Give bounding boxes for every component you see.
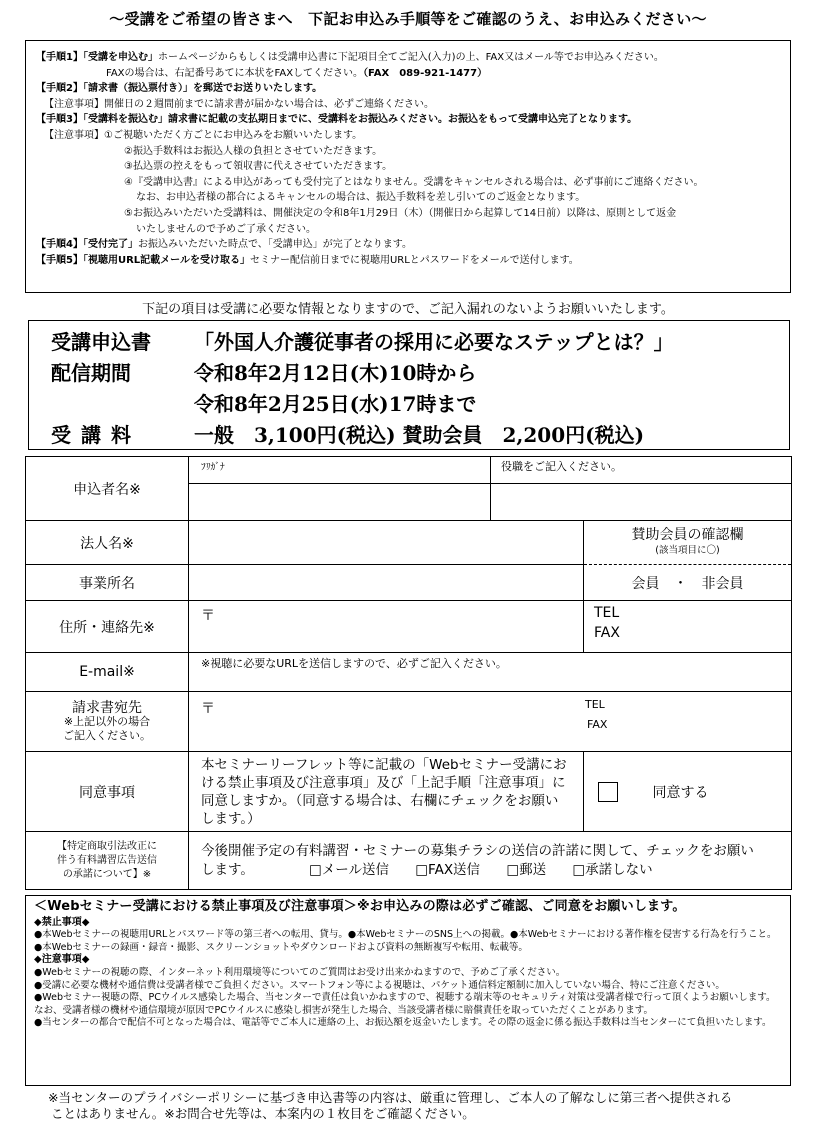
period-start: 令和8年2月12日(木)10時から <box>194 361 477 385</box>
address-label: 住所・連絡先※ <box>26 601 189 653</box>
step2-note: 【注意事項】開催日の２週間前までに請求書が届かない場合は、必ずご連絡ください。 <box>44 98 434 110</box>
billing-label: 請求書宛先 <box>72 699 142 716</box>
consent-agree-label: 同意する <box>652 784 709 801</box>
step3-note1: 【注意事項】①ご視聴いただく方ごとにお申込みをお願いいたします。 <box>44 129 363 141</box>
caution-4: ●当センターの都合で配信不可となった場合は、電話等でご本人に連絡の上、お振込額を返金いたします。その際の返金に係る振込手数料は当センターにて負担いたします。 <box>34 1017 772 1029</box>
fee-label: 受講料 <box>51 423 141 447</box>
caution-3: ●Webセミナー視聴の際、PCウイルス感染した場合、当センターで責任は負いかねますので、視聴する端末等のセキュリティ対策は受講者様で行って頂くようお願いします。なお、受講者様の機材や通信環境が原因でPCウイルスに感染し損害が発生した場合、当該受講者様に賠償責任を取っていただくことがあります。 <box>34 992 776 1016</box>
consent-checkbox[interactable] <box>598 782 618 802</box>
step3-note4b: なお、お申込者様の都合によるキャンセルの場合は、振込手数料を差し引いてのご返金となります。 <box>136 192 586 204</box>
step2-label: 【手順2】「請求書（振込票付き）」を郵送でお送りいたします。 <box>36 83 323 95</box>
cautions-title: ◆注意事項◆ <box>34 954 90 966</box>
billing-field[interactable] <box>189 692 792 752</box>
prohibited-text: ●本Webセミナーの視聴用URLとパスワード等の第三者への転用、貸与。●本WebセミナーのSNS上への掲載。●本Webセミナーにおける著作権を侵害する行為を行うこと。●本Webセミナーの録画・録音・撮影、スクリーンショットやダウンロードおよび資料の無断複写や転用、転載等。 <box>34 929 777 953</box>
application-form <box>25 456 792 890</box>
billing-note1: ※上記以外の場合 <box>63 714 151 728</box>
furigana-label: ﾌﾘｶﾞﾅ <box>201 462 225 473</box>
step1-text: ホームページからもしくは受講申込書に下記項目全てご記入(入力)の上、FAX又はメール等でお申込みください。 <box>157 52 664 63</box>
email-label: E-mail※ <box>26 653 189 692</box>
step1-label: 【手順1】「受講を申込む」 <box>36 52 158 63</box>
ads-opt-post[interactable]: □郵送 <box>506 861 547 878</box>
seminar-title-label: 受講申込書 <box>51 330 151 354</box>
step4-text: お振込みいただいた時点で、「受講申込」が完了となります。 <box>137 239 412 251</box>
step3-note4a: ④『受講申込書』による申込があっても受付完了とはなりません。受講をキャンセルされる場合は、必ず事前にご連絡ください。 <box>124 176 704 188</box>
applicant-label: 申込者名※ <box>26 457 189 521</box>
consent-label: 同意事項 <box>26 752 189 832</box>
consent-text: 本セミナーリーフレット等に記載の「Webセミナー受講における禁止事項及び注意事項」及び「上記手順「注意事項」に同意しますか。（同意する場合は、右欄にチェックをお願いします。） <box>189 752 584 832</box>
ads-opt-fax[interactable]: □FAX送信 <box>415 861 481 878</box>
billing-postal-mark: 〒 <box>201 701 215 717</box>
ads-opt-email[interactable]: □メール送信 <box>309 861 389 878</box>
office-label: 事業所名 <box>26 565 189 601</box>
caution-1: ●Webセミナーの視聴の際、インターネット利用環境等についてのご質問はお受け出来かねますので、予めご了承ください。 <box>34 966 566 978</box>
rules-heading: ＜Webセミナー受講における禁止事項及び注意事項＞※お申込みの際は必ずご確認、ご同意をお願いします。 <box>34 899 686 914</box>
ads-label-line1: 【特定商取引法改正に <box>57 840 157 852</box>
fill-notice: 下記の項目は受講に必要な情報となりますので、ご記入漏れのないようお願いいたします。 <box>142 302 674 317</box>
step5-label: 【手順5】「視聴用URL記載メールを受け取る」 <box>36 254 250 266</box>
position-hint: 役職をご記入ください。 <box>501 460 622 473</box>
member-check-hint: (該当項目に〇) <box>655 544 720 556</box>
member-options[interactable]: 会員 ・ 非会員 <box>584 565 792 601</box>
email-field[interactable] <box>189 653 792 692</box>
seminar-title: 「外国人介護従事者の採用に必要なステップとは？」 <box>194 330 674 354</box>
prohibited-title: ◆禁止事項◆ <box>34 916 90 928</box>
ads-opt-decline[interactable]: □承諾しない <box>572 861 653 878</box>
period-label: 配信期間 <box>51 361 131 385</box>
step4-label: 【手順4】「受付完了」 <box>36 239 138 251</box>
fee-value: 一般 3,100円(税込) 賛助会員 2,200円(税込) <box>194 423 645 447</box>
billing-fax-label: FAX <box>587 718 608 731</box>
address-field[interactable] <box>189 601 584 653</box>
fax-label: FAX <box>594 625 620 641</box>
office-name-field[interactable] <box>189 565 584 601</box>
step3-note3: ③払込票の控えをもって領収書に代えさせていただきます。 <box>124 161 393 173</box>
seminar-info <box>28 320 790 450</box>
member-check-title: 賛助会員の確認欄 <box>631 526 744 543</box>
step3-note2: ②振込手数料はお振込人様の負担とさせていただきます。 <box>124 145 383 157</box>
privacy-note <box>48 1090 788 1122</box>
application-steps <box>25 40 791 293</box>
postal-mark: 〒 <box>201 608 215 624</box>
billing-note2: ご記入ください。 <box>63 728 151 742</box>
ads-text: 今後開催予定の有料講習・セミナーの募集チラシの送信の許諾に関して、チェックをお願いします。 <box>201 842 754 878</box>
applicant-name-field[interactable] <box>189 484 491 521</box>
corp-name-field[interactable] <box>189 521 584 565</box>
fax-number: （FAX 089-921-1477） <box>363 67 488 79</box>
caution-2: ●受講に必要な機材や通信費は受講者様でご負担ください。スマートフォン等による視聴は、パケット通信料定額制に加入していない場合、特にご注意ください。 <box>34 979 725 991</box>
rules-box <box>25 895 791 1086</box>
period-end: 令和8年2月25日(水)17時まで <box>194 392 477 416</box>
step3-note5b: いたしませんので予めご了承ください。 <box>136 223 316 235</box>
billing-tel-label: TEL <box>585 698 605 711</box>
privacy-line2: ことはありません。※お問合せ先等は、本案内の１枚目をご確認ください。 <box>51 1106 475 1121</box>
step3-note5a: ⑤お振込みいただいた受講料は、開催決定の令和8年1月29日（木）（開催日から起算して14日前）以降は、原則として返金 <box>124 207 677 219</box>
step5-text: セミナー配信前日までに視聴用URLとパスワードをメールで送付します。 <box>249 254 579 266</box>
step1-fax-text: FAXの場合は、右記番号あてに本状をFAXしてください。 <box>106 67 364 79</box>
position-field[interactable] <box>491 484 792 521</box>
email-hint: ※視聴に必要なURLを送信しますので、必ずご記入ください。 <box>201 657 507 670</box>
ads-label-line2: 伴う有料講習広告送信 <box>57 854 157 866</box>
corp-label: 法人名※ <box>26 521 189 565</box>
privacy-line1: ※当センターのプライバシーポリシーに基づき申込書等の内容は、厳重に管理し、ご本人の了解なしに第三者へ提供される <box>48 1090 733 1105</box>
step3-label: 【手順3】「受講料を振込む」請求書に記載の支払期日までに、受講料をお振込みください。お振込をもって受講申込完了となります。 <box>36 114 638 126</box>
tel-label: TEL <box>594 605 620 621</box>
ads-label-line3: の承諾について】※ <box>62 868 152 880</box>
page-heading: ～受講をご希望の皆さまへ 下記お申込み手順等をご確認のうえ、お申込みください～ <box>109 10 707 28</box>
